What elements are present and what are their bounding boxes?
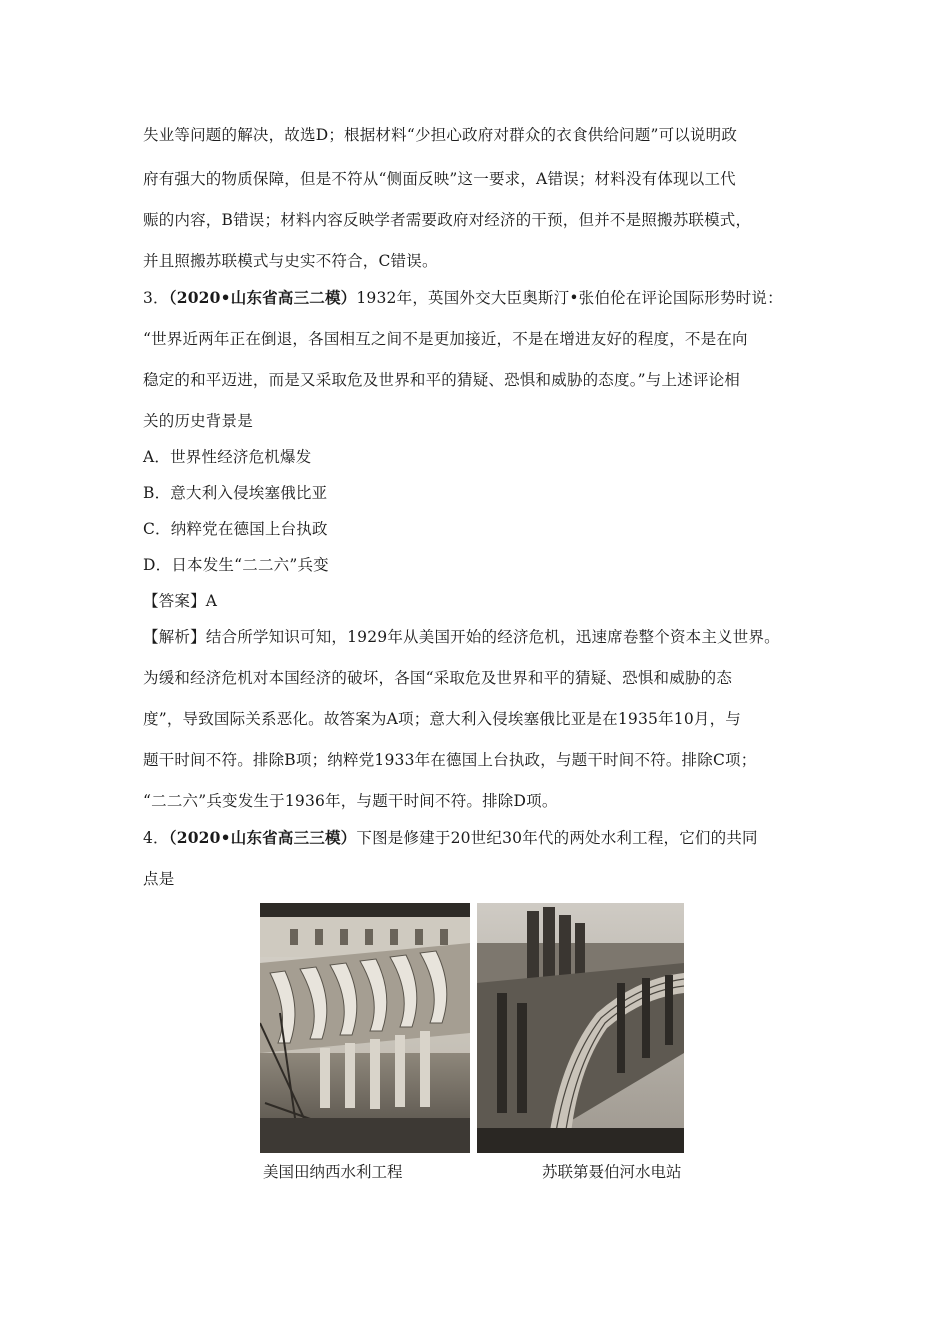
analysis-line: 题干时间不符。排除B项；纳粹党1933年在德国上台执政，与题干时间不符。排除C项； [143,751,757,769]
answer: 【答案】A [143,592,218,610]
analysis-line: 为缓和经济危机对本国经济的破坏，各国“采取危及世界和平的猜疑、恐惧和威胁的态 [143,669,733,687]
question-4-header [143,828,758,848]
text-line: 府有强大的物质保障，但是不符从“侧面反映”这一要求，A错误；材料没有体现以工代 [143,170,736,188]
analysis-line: 度”，导致国际关系恶化。故答案为A项；意大利入侵埃塞俄比亚是在1935年10月，与 [143,710,741,728]
question-number: 4． [143,829,169,847]
text-line: 赈的内容，B错误；材料内容反映学者需要政府对经济的干预，但并不是照搬苏联模式， [143,211,752,229]
question-stem: “世界近两年正在倒退，各国相互之间不是更加接近，不是在增进友好的程度，不是在向 [143,330,748,348]
caption-left: 美国田纳西水利工程 [263,1163,403,1181]
caption-right: 苏联第聂伯河水电站 [542,1163,682,1181]
text-line: 并且照搬苏联模式与史实不符合，C错误。 [143,252,438,270]
analysis-label: 【解析】 [143,628,206,646]
option-d: D．日本发生“二二六”兵变 [143,556,329,574]
dnieper-hydro-photo [477,903,684,1153]
analysis-line: “二二六”兵变发生于1936年，与题干时间不符。排除D项。 [143,792,558,810]
option-c: C．纳粹党在德国上台执政 [143,520,328,538]
option-a: A．世界性经济危机爆发 [143,448,312,466]
question-number: 3． [143,289,169,307]
question-stem: 下图是修建于20世纪30年代的两处水利工程，它们的共同 [356,829,758,847]
question-3-header [143,288,783,308]
analysis-text: 结合所学知识可知，1929年从美国开始的经济危机，迅速席卷整个资本主义世界。 [205,628,780,646]
question-source: （2020•山东省高三三模） [168,828,357,847]
question-stem: 关的历史背景是 [143,412,253,430]
text-line: 失业等问题的解决，故选D；根据材料“少担心政府对群众的衣食供给问题”可以说明政 [143,126,738,144]
question-stem: 点是 [143,870,175,888]
option-b: B．意大利入侵埃塞俄比亚 [143,484,328,502]
question-source: （2020•山东省高三二模） [168,288,357,307]
question-stem: 稳定的和平迈进，而是又采取危及世界和平的猜疑、恐惧和威胁的态度。”与上述评论相 [143,371,740,389]
analysis-line [143,627,780,647]
tennessee-dam-photo [260,903,470,1153]
question-stem: 1932年，英国外交大臣奥斯汀•张伯伦在评论国际形势时说： [356,289,783,307]
